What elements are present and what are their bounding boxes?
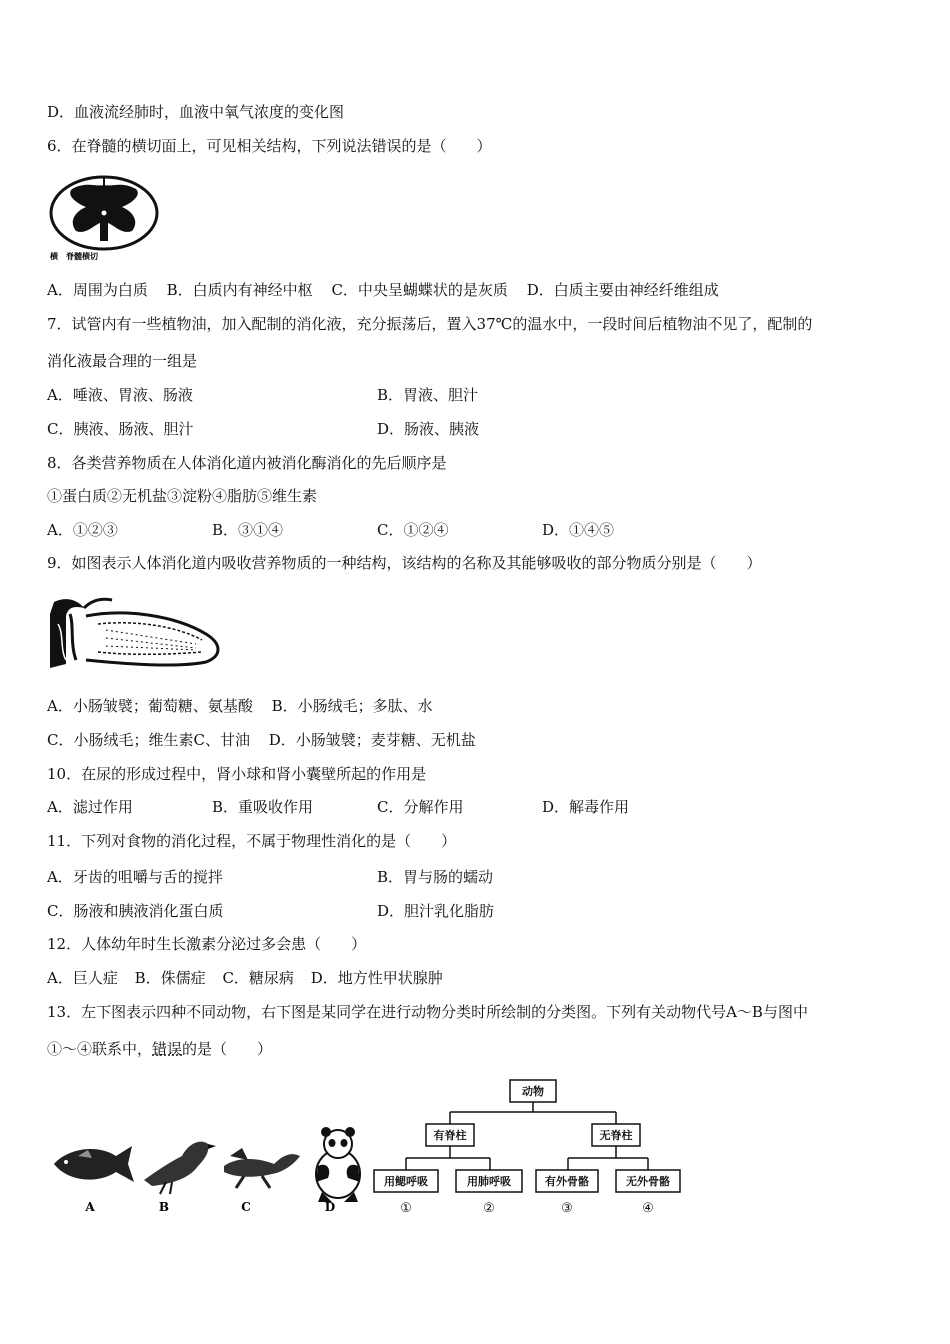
q12-options [47, 968, 443, 988]
q10-option-b[interactable]: B．重吸收作用 [212, 798, 314, 816]
q13-stem-2: ①～④联系中，错误的是（ ） [47, 1040, 273, 1058]
tree-root: 动物 [522, 1085, 544, 1098]
q8-option-c[interactable]: C．①②④ [377, 521, 449, 539]
villus-body [86, 613, 218, 665]
q7-option-c[interactable]: C．胰液、肠液、胆汁 [47, 420, 194, 438]
q6-option-d[interactable]: D．白质主要由神经纤维组成 [526, 281, 719, 299]
classification-tree [370, 1074, 690, 1220]
q8-stem: 8．各类营养物质在人体消化道内被消化酶消化的先后顺序是 [47, 454, 447, 472]
intestinal-wall [50, 599, 84, 668]
q10-stem: 10．在尿的形成过程中，肾小球和肾小囊壁所起的作用是 [47, 765, 427, 783]
q12-stem: 12．人体幼年时生长激素分泌过多会患（ ） [47, 935, 367, 953]
q11-option-c[interactable]: C．肠液和胰液消化蛋白质 [47, 902, 224, 920]
q12-option-c[interactable]: C．糖尿病 [222, 969, 294, 987]
q11-option-d[interactable]: D．胆汁乳化脂肪 [377, 902, 495, 920]
panda-icon [316, 1127, 360, 1202]
q7-stem-2: 消化液最合理的一组是 [47, 352, 198, 370]
q9-stem: 9．如图表示人体消化道内吸收营养物质的一种结构，该结构的名称及其能够吸收的部分物质分别是（ ） [47, 554, 762, 572]
q8-items: ①蛋白质②无机盐③淀粉④脂肪⑤维生素 [47, 487, 318, 505]
q12-option-b[interactable]: B．侏儒症 [134, 969, 206, 987]
q11-option-b[interactable]: B．胃与肠的蠕动 [377, 868, 494, 886]
frog-icon [224, 1148, 300, 1188]
animal-label-c: C [241, 1200, 251, 1214]
fish-icon [54, 1146, 134, 1182]
q7-stem-1: 7．试管内有一些植物油，加入配制的消化液，充分振荡后，置入37℃的温水中，一段时间后植物油不见了，配制的 [47, 315, 813, 333]
tree-number-4: ④ [642, 1201, 654, 1216]
q12-option-d[interactable]: D．地方性甲状腺肿 [310, 969, 443, 987]
q7-option-a[interactable]: A．唾液、胃液、肠液 [47, 386, 193, 404]
q13-stem-1: 13．左下图表示四种不同动物，右下图是某同学在进行动物分类时所绘制的分类图。下列有关动物代号A～B与图中 [47, 1003, 808, 1021]
q9-option-b[interactable]: B．小肠绒毛；多肽、水 [271, 697, 433, 715]
tree-no-spine: 无脊柱 [599, 1129, 633, 1142]
q6-option-a[interactable]: A．周围为白质 [47, 281, 148, 299]
tree-number-1: ① [400, 1201, 412, 1216]
q12-option-a[interactable]: A．巨人症 [47, 969, 118, 987]
q10-option-d[interactable]: D．解毒作用 [542, 798, 630, 816]
tree-number-3: ③ [561, 1201, 573, 1216]
spinal-cord-caption: 横 脊髓横切 [50, 252, 98, 261]
animal-label-a: A [85, 1200, 95, 1214]
q9-options-row-1 [47, 696, 433, 716]
q13-emphasis: 错误 [152, 1040, 183, 1058]
animal-label-b: B [158, 1200, 170, 1214]
tree-no-exoskeleton: 无外骨骼 [626, 1175, 670, 1188]
q6-option-c[interactable]: C．中央呈蝴蝶状的是灰质 [331, 281, 508, 299]
q9-option-d[interactable]: D．小肠皱襞；麦芽糖、无机盐 [268, 731, 476, 749]
q11-option-a[interactable]: A．牙齿的咀嚼与舌的搅拌 [47, 868, 223, 886]
q9-option-c[interactable]: C．小肠绒毛；维生素C、甘油 [47, 731, 250, 749]
tree-has-exoskeleton: 有外骨骼 [545, 1175, 589, 1188]
central-canal [102, 211, 107, 216]
q8-option-a[interactable]: A．①②③ [47, 521, 118, 539]
q11-stem: 11．下列对食物的消化过程，不属于物理性消化的是（ ） [47, 832, 457, 850]
tree-number-2: ② [483, 1201, 495, 1216]
q10-option-a[interactable]: A．滤过作用 [47, 798, 133, 816]
tree-gill-breathing: 用鳃呼吸 [384, 1175, 428, 1188]
q7-option-d[interactable]: D．肠液、胰液 [377, 420, 480, 438]
q6-option-b[interactable]: B．白质内有神经中枢 [166, 281, 313, 299]
q9-option-a[interactable]: A．小肠皱襞；葡萄糖、氨基酸 [47, 697, 253, 715]
q7-option-b[interactable]: B．胃液、胆汁 [377, 386, 479, 404]
q9-options-row-2 [47, 730, 476, 750]
tree-lung-breathing: 用肺呼吸 [467, 1175, 511, 1188]
tree-has-spine: 有脊柱 [433, 1129, 467, 1142]
q8-option-d[interactable]: D．①④⑤ [542, 521, 615, 539]
spinal-cord-figure [46, 173, 164, 265]
q5-option-d: D．血液流经肺时，血液中氧气浓度的变化图 [47, 103, 345, 121]
q6-options [47, 280, 719, 300]
pigeon-icon [144, 1142, 216, 1194]
q10-option-c[interactable]: C．分解作用 [377, 798, 464, 816]
animal-label-d: D [324, 1200, 336, 1214]
q6-stem: 6．在脊髓的横切面上，可见相关结构，下列说法错误的是（ ） [47, 137, 492, 155]
animals-figure [48, 1122, 378, 1218]
villus-figure [46, 594, 224, 674]
q8-option-b[interactable]: B．③①④ [212, 521, 284, 539]
